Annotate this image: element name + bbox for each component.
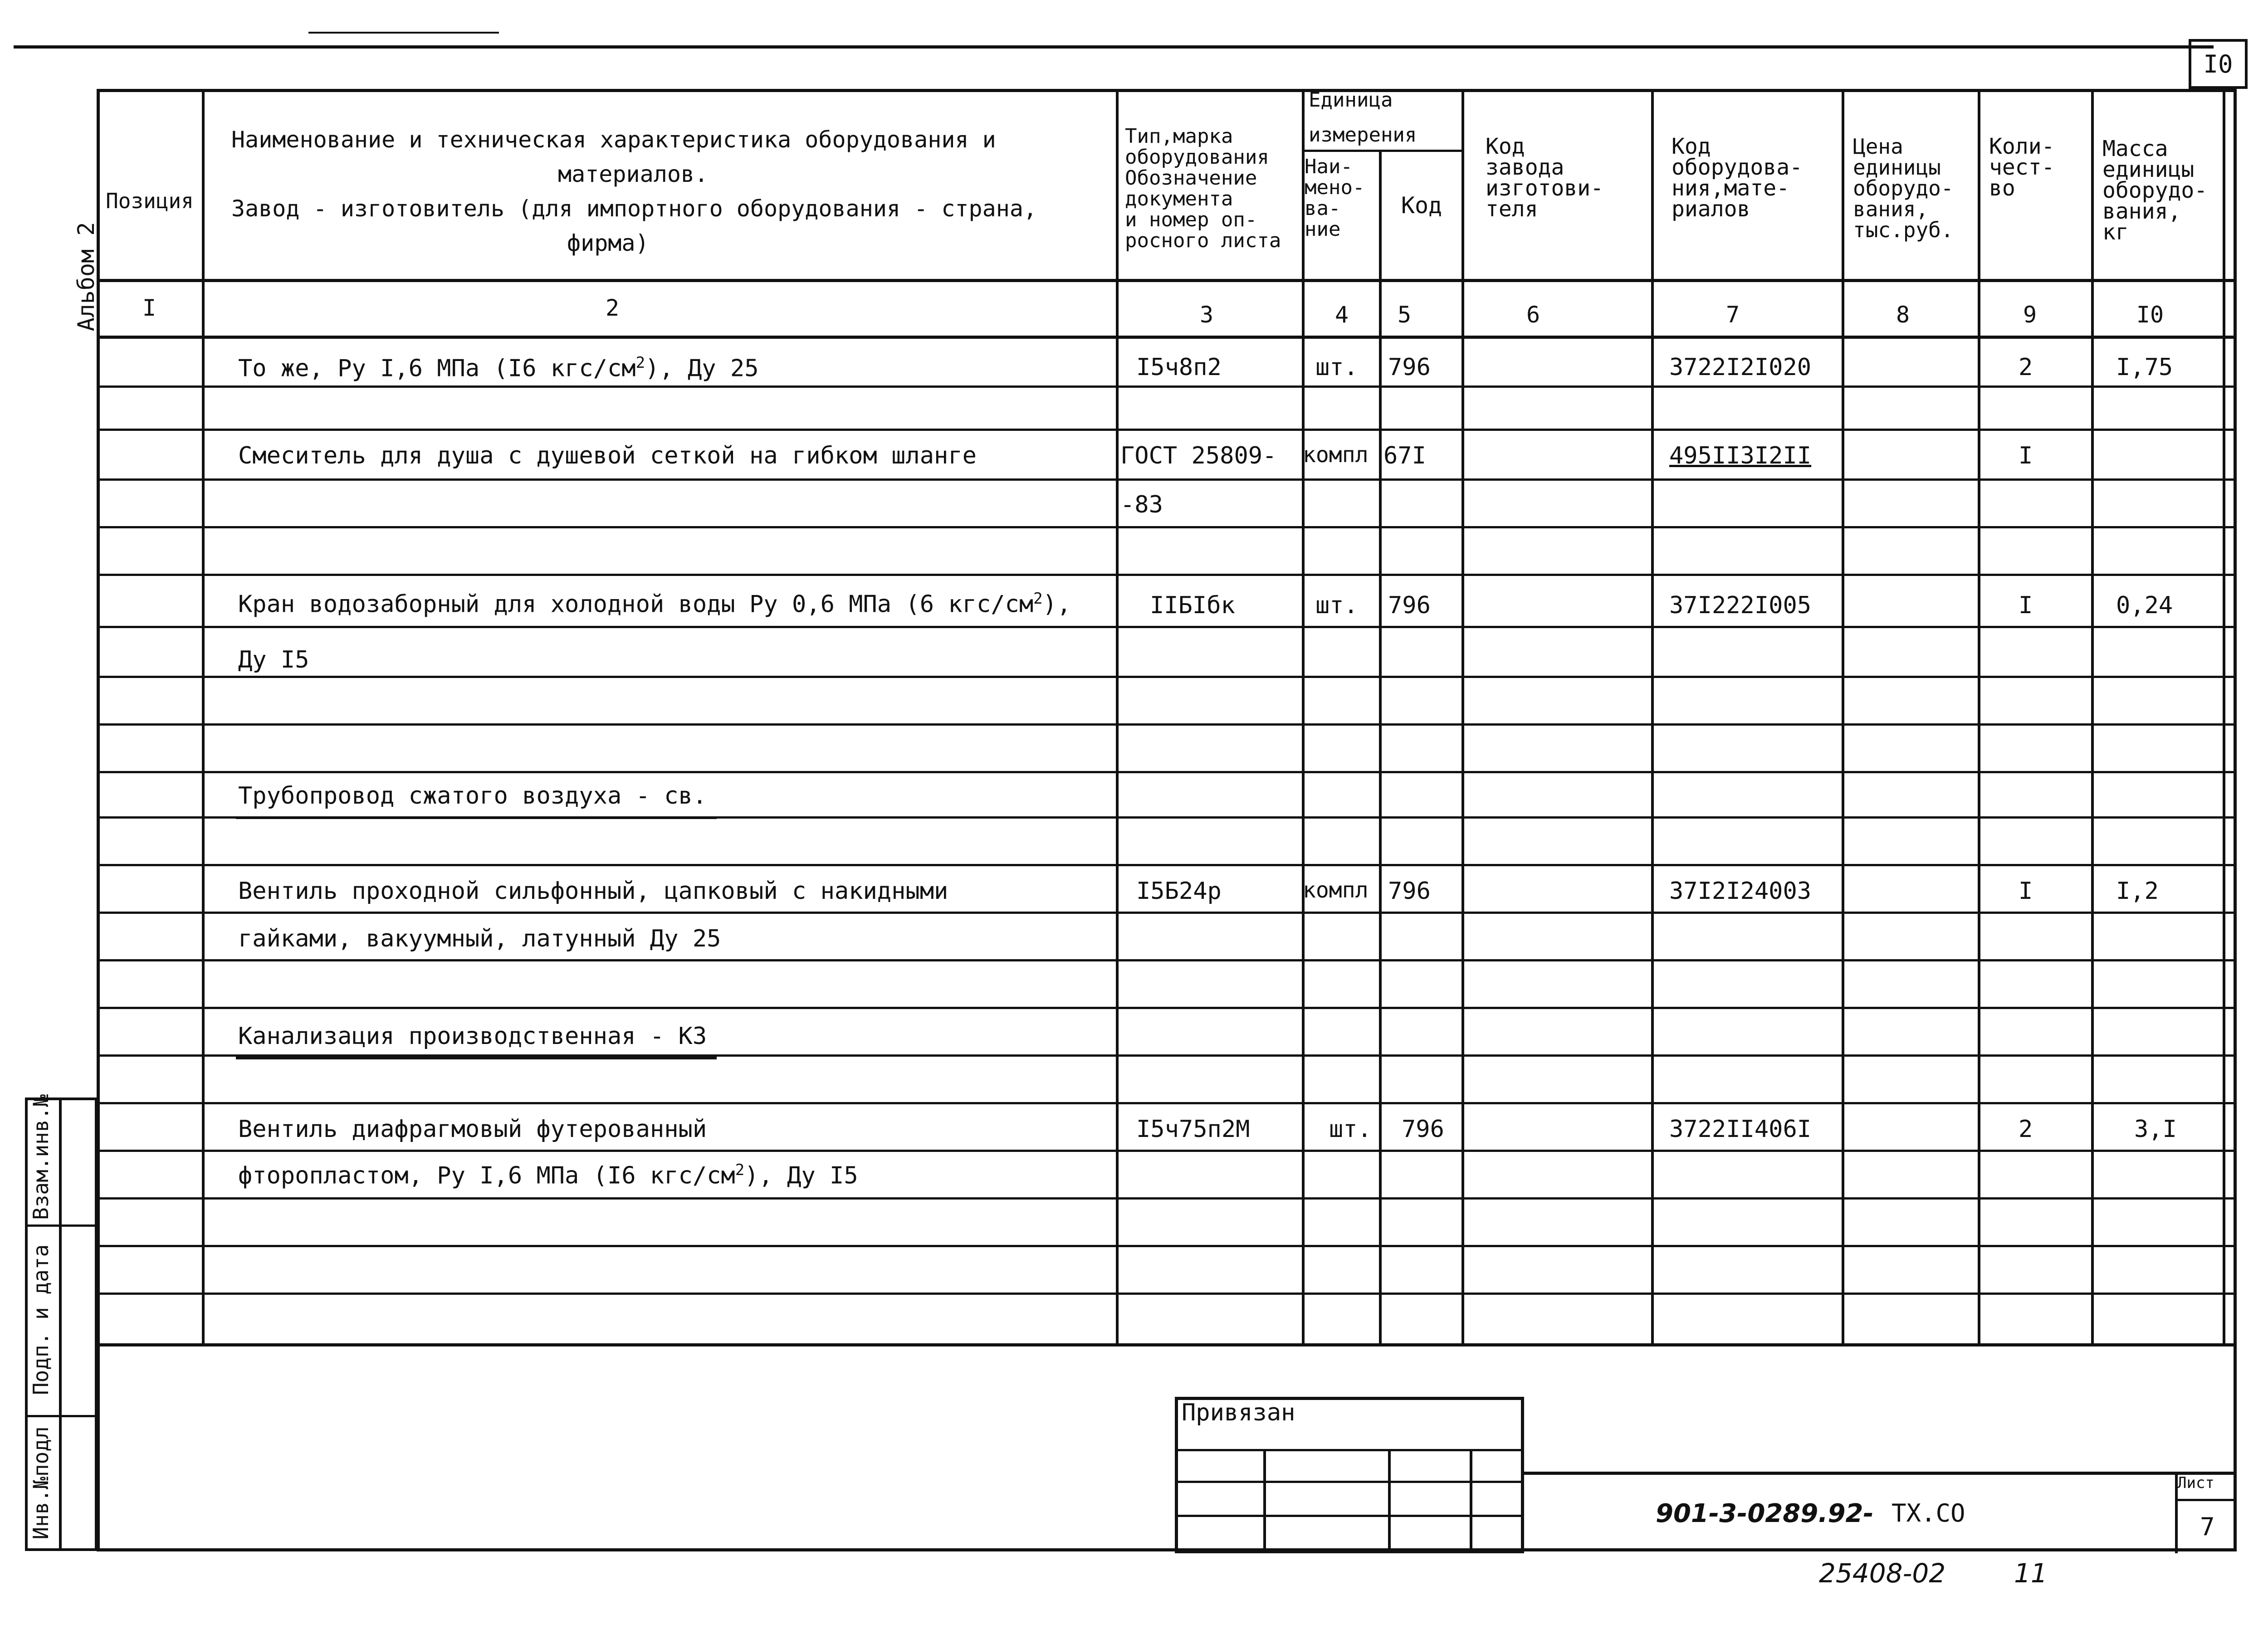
colnum-bottom-line <box>97 336 2237 339</box>
row-line <box>97 626 2237 628</box>
row-name <box>238 354 759 382</box>
header-type-line: и номер оп- <box>1125 208 1257 231</box>
row-mass: 3,I <box>2134 1116 2177 1143</box>
footer-page: 11 <box>2014 1558 2048 1589</box>
header-name-line: материалов. <box>558 161 709 187</box>
row-line <box>97 1245 2237 1247</box>
col-line <box>1116 89 1119 1345</box>
row-line <box>97 574 2237 576</box>
header-unit-name-line: ние <box>1305 218 1341 241</box>
header-price <box>1853 136 1975 240</box>
col-line <box>1302 89 1305 1345</box>
header-maker-line: изготови- <box>1486 176 1604 201</box>
section-heading: Канализация производственная - К3 <box>238 1023 707 1050</box>
row-name: Смеситель для душа с душевой сеткой на гибком шланге <box>238 442 977 469</box>
header-maker-line: завода <box>1486 155 1564 180</box>
row-line <box>97 771 2237 773</box>
header-price-line: оборудо- <box>1853 176 1954 200</box>
row-name: гайками, вакуумный, латунный Ду 25 <box>238 925 721 952</box>
row-name <box>238 1161 858 1189</box>
row-code: 3722I2I020 <box>1669 354 1812 381</box>
unit-group-line <box>1302 150 1461 152</box>
row-unit-code: 67I <box>1383 442 1426 469</box>
section-underline <box>236 816 717 819</box>
stamp-inv-label: Инв.№подл <box>29 1426 53 1540</box>
row-name: Вентиль диафрагмовый футерованный <box>238 1116 707 1143</box>
header-unit-name-line: Наи- <box>1305 155 1353 178</box>
section-heading: Трубопровод сжатого воздуха - св. <box>238 782 707 810</box>
section-underline <box>236 1057 717 1059</box>
col-line <box>1651 89 1654 1345</box>
header-mass-line: оборудо- <box>2102 178 2208 203</box>
header-unit-code: Код <box>1401 192 1442 219</box>
footer-code: 25408-02 <box>1819 1558 1946 1589</box>
header-name <box>231 122 1116 260</box>
header-code-line: оборудова- <box>1672 155 1803 180</box>
row-name-text: ), Ду 25 <box>645 355 759 382</box>
header-price-line: единицы <box>1853 155 1941 180</box>
row-qty: I <box>2019 592 2033 619</box>
col-num-8: 8 <box>1896 302 1910 328</box>
header-maker-line: теля <box>1486 196 1538 222</box>
row-line <box>97 1102 2237 1104</box>
header-code-line: Код <box>1672 134 1711 159</box>
row-line <box>97 478 2237 481</box>
row-qty: I <box>2019 442 2033 469</box>
page-number-box <box>2189 39 2248 89</box>
col-num-6: 6 <box>1526 302 1540 328</box>
row-unit: компл <box>1303 878 1369 903</box>
header-qty <box>1989 136 2089 199</box>
title-top-line <box>1524 1472 2237 1475</box>
row-line <box>97 723 2237 726</box>
row-code: 37I222I005 <box>1669 592 1812 619</box>
header-code-line: ния,мате- <box>1672 176 1790 201</box>
row-qty: 2 <box>2019 354 2033 381</box>
row-name-text: ), Ду I5 <box>744 1162 858 1190</box>
sheet-no-line <box>2175 1499 2237 1501</box>
header-unit-group2: измерения <box>1309 123 1417 146</box>
row-unit: шт. <box>1329 1116 1372 1143</box>
header-qty-line: чест- <box>1989 155 2055 180</box>
row-type: I5ч75п2М <box>1136 1116 1250 1143</box>
row-unit-code: 796 <box>1388 354 1431 381</box>
side-stamp-divider <box>59 1097 62 1551</box>
sheet-label: Лист <box>2177 1474 2214 1492</box>
col-num-10: I0 <box>2136 302 2164 328</box>
privyazan-label: Привязан <box>1182 1399 1295 1426</box>
row-name-text: ), <box>1042 590 1071 618</box>
row-type: I5ч8п2 <box>1136 354 1222 381</box>
header-type <box>1125 126 1306 251</box>
album-label: Альбом 2 <box>73 222 99 332</box>
header-mass <box>2102 138 2225 243</box>
header-qty-line: во <box>1989 176 2015 201</box>
col-line <box>202 89 205 1345</box>
row-name: Ду I5 <box>238 646 309 673</box>
row-line <box>97 676 2237 678</box>
col-num-7: 7 <box>1725 302 1740 328</box>
row-unit: компл <box>1303 442 1369 468</box>
col-num-2: 2 <box>605 295 620 321</box>
row-type: ГОСТ 25809- <box>1120 442 1277 469</box>
row-qty: I <box>2019 878 2033 905</box>
row-line <box>97 1150 2237 1152</box>
sheet-number: 7 <box>2200 1512 2215 1541</box>
header-name-line: фирма) <box>567 230 649 256</box>
row-mass: I,75 <box>2116 354 2173 381</box>
col-line <box>2091 89 2094 1345</box>
row-line <box>97 912 2237 914</box>
header-name-line: Наименование и техническая характеристика оборудования и <box>231 127 996 153</box>
doc-code: 901-3-0289.92- <box>1656 1499 1874 1528</box>
col-line <box>1379 150 1382 1345</box>
superscript: 2 <box>635 354 645 372</box>
header-mass-line: Масса <box>2102 136 2168 161</box>
row-unit-code: 796 <box>1388 878 1431 905</box>
header-type-line: Тип,марка <box>1125 125 1233 148</box>
row-mass: 0,24 <box>2116 592 2173 619</box>
table-bottom-line <box>97 1343 2237 1346</box>
header-name-line: Завод - изготовитель (для импортного оборудования - страна, <box>231 195 1037 222</box>
header-bottom-line <box>97 279 2237 282</box>
header-type-line: оборудования <box>1125 146 1269 169</box>
row-line <box>97 429 2237 431</box>
row-unit-code: 796 <box>1388 592 1431 619</box>
page-number: I0 <box>2203 50 2233 78</box>
row-type: I5Б24р <box>1136 878 1222 905</box>
row-unit-code: 796 <box>1402 1116 1444 1143</box>
col-num-5: 5 <box>1397 302 1412 328</box>
header-type-line: Обозначение <box>1125 166 1257 190</box>
top-short-rule <box>308 32 499 34</box>
top-rule <box>14 45 2214 49</box>
header-mass-line: кг <box>2102 219 2129 245</box>
row-name <box>238 590 1071 618</box>
row-mass: I,2 <box>2116 878 2159 905</box>
row-line <box>97 1007 2237 1009</box>
header-price-line: вания, <box>1853 197 1929 221</box>
stamp-replace-label: Взам.инв.№ <box>29 1094 53 1220</box>
row-name-text: Кран водозаборный для холодной воды Ру 0,6 МПа (6 кгс/см <box>238 590 1034 618</box>
row-code: 37I2I24003 <box>1669 878 1812 905</box>
header-code <box>1672 134 1839 222</box>
row-name: Вентиль проходной сильфонный, цапковый с накидными <box>238 878 948 905</box>
superscript: 2 <box>735 1161 745 1179</box>
row-unit: шт. <box>1315 592 1358 619</box>
stamp-sign-label: Подп. и дата <box>29 1244 53 1395</box>
header-code-line: риалов <box>1672 196 1750 222</box>
row-qty: 2 <box>2019 1116 2033 1143</box>
row-line <box>97 959 2237 961</box>
header-unit-name-line: мено- <box>1305 176 1365 199</box>
header-maker <box>1486 134 1649 222</box>
title-col <box>1470 1449 1472 1553</box>
header-price-line: Цена <box>1853 134 1903 159</box>
header-unit-name-line: ва- <box>1305 197 1341 220</box>
col-num-3: 3 <box>1199 302 1214 328</box>
col-line <box>1842 89 1844 1345</box>
side-stamp-line <box>25 1224 98 1227</box>
header-price-line: тыс.руб. <box>1853 218 1954 242</box>
doc-code-suffix: ТХ.СО <box>1892 1499 1965 1527</box>
col-line <box>1461 89 1464 1345</box>
header-mass-line: вания, <box>2102 199 2181 224</box>
row-type: IIБIбк <box>1150 592 1235 619</box>
row-line <box>97 864 2237 866</box>
header-maker-line: Код <box>1486 134 1525 159</box>
header-qty-line: Коли- <box>1989 134 2055 159</box>
col-num-9: 9 <box>2023 302 2037 328</box>
header-unit-name <box>1305 156 1379 240</box>
row-unit: шт. <box>1315 354 1358 381</box>
title-col <box>1263 1449 1266 1553</box>
row-line <box>97 385 2237 388</box>
row-line <box>97 1293 2237 1295</box>
row-name-text: То же, Ру I,6 МПа (I6 кгс/см <box>238 355 636 382</box>
row-type: -83 <box>1120 491 1163 518</box>
col-line <box>2223 89 2225 1345</box>
superscript: 2 <box>1033 590 1043 608</box>
header-type-line: документа <box>1125 187 1233 210</box>
row-code: 3722II406I <box>1669 1116 1812 1143</box>
row-name-text: фторопластом, Ру I,6 МПа (I6 кгс/см <box>238 1162 735 1190</box>
col-num-4: 4 <box>1334 302 1349 328</box>
col-num-1: I <box>142 295 156 321</box>
row-code: 495II3I2II <box>1669 442 1812 469</box>
col-line <box>1978 89 1980 1345</box>
header-mass-line: единицы <box>2102 157 2195 182</box>
row-line <box>97 1197 2237 1200</box>
title-col <box>1388 1449 1391 1553</box>
row-line <box>97 526 2237 528</box>
header-type-line: росного листа <box>1125 229 1281 252</box>
header-unit-group: Единица <box>1309 88 1393 112</box>
header-position: Позиция <box>106 189 194 213</box>
